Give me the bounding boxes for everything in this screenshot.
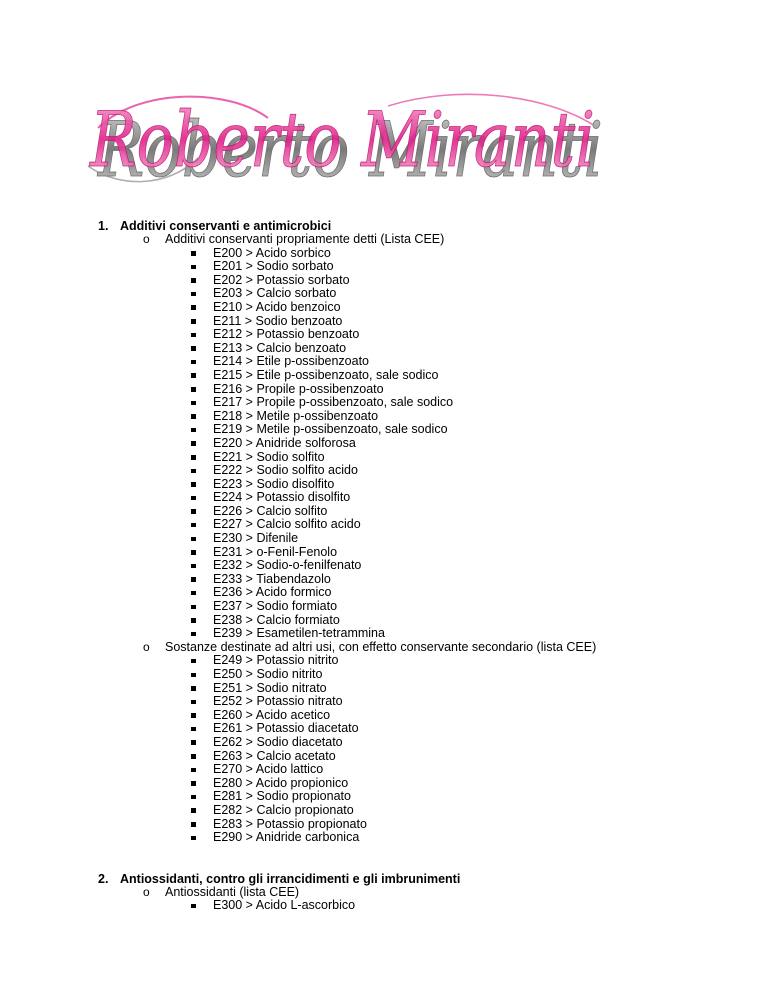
square-bullet-icon bbox=[191, 278, 196, 283]
section-spacer bbox=[0, 845, 768, 872]
additive-entry: E224 > Potassio disolfito bbox=[213, 490, 351, 505]
list-item bbox=[0, 790, 768, 804]
list-item bbox=[0, 369, 768, 383]
list-item bbox=[0, 260, 768, 274]
list-item bbox=[0, 464, 768, 478]
additive-entry: E249 > Potassio nitrito bbox=[213, 653, 339, 668]
additive-entry: E202 > Potassio sorbato bbox=[213, 272, 350, 287]
list-item bbox=[0, 328, 768, 342]
circle-bullet-icon: o bbox=[143, 884, 150, 899]
list-item bbox=[0, 736, 768, 750]
list-item bbox=[0, 600, 768, 614]
square-bullet-icon bbox=[191, 251, 196, 256]
subsection-heading bbox=[0, 641, 768, 655]
additive-entry: E220 > Anidride solforosa bbox=[213, 435, 356, 450]
additive-entry: E217 > Propile p-ossibenzoato, sale sodico bbox=[213, 395, 454, 410]
additive-entry: E237 > Sodio formiato bbox=[213, 599, 338, 614]
additive-entry: E212 > Potassio benzoato bbox=[213, 327, 360, 342]
square-bullet-icon bbox=[191, 550, 196, 555]
square-bullet-icon bbox=[191, 346, 196, 351]
square-bullet-icon bbox=[191, 754, 196, 759]
square-bullet-icon bbox=[191, 673, 196, 678]
section-number: 2. bbox=[98, 871, 109, 886]
additive-entry: E236 > Acido formico bbox=[213, 585, 332, 600]
square-bullet-icon bbox=[191, 577, 196, 582]
square-bullet-icon bbox=[191, 333, 196, 338]
additive-entry: E231 > o-Fenil-Fenolo bbox=[213, 544, 338, 559]
additive-entry: E262 > Sodio diacetato bbox=[213, 734, 343, 749]
subsection-title: Additivi conservanti propriamente detti (Lista CEE) bbox=[165, 232, 445, 246]
square-bullet-icon bbox=[191, 727, 196, 732]
square-bullet-icon bbox=[191, 292, 196, 297]
subsection-heading bbox=[0, 233, 768, 247]
section-number: 1. bbox=[98, 219, 109, 233]
additive-entry: E263 > Calcio acetato bbox=[213, 748, 336, 763]
additive-entry: E300 > Acido L-ascorbico bbox=[213, 898, 356, 913]
list-item bbox=[0, 777, 768, 791]
additive-entry: E280 > Acido propionico bbox=[213, 775, 349, 790]
list-item bbox=[0, 586, 768, 600]
additive-entry: E200 > Acido sorbico bbox=[213, 245, 331, 260]
logo-graphic bbox=[78, 88, 618, 198]
circle-bullet-icon: o bbox=[143, 639, 150, 654]
list-item bbox=[0, 491, 768, 505]
list-item bbox=[0, 763, 768, 777]
square-bullet-icon bbox=[191, 700, 196, 705]
additive-entry: E290 > Anidride carbonica bbox=[213, 830, 360, 845]
square-bullet-icon bbox=[191, 686, 196, 691]
list-item bbox=[0, 695, 768, 709]
square-bullet-icon bbox=[191, 904, 196, 909]
additive-list bbox=[0, 899, 768, 913]
additive-entry: E230 > Difenile bbox=[213, 531, 299, 546]
square-bullet-icon bbox=[191, 441, 196, 446]
square-bullet-icon bbox=[191, 428, 196, 433]
additive-entry: E252 > Potassio nitrato bbox=[213, 694, 343, 709]
square-bullet-icon bbox=[191, 319, 196, 324]
list-item bbox=[0, 451, 768, 465]
square-bullet-icon bbox=[191, 740, 196, 745]
square-bullet-icon bbox=[191, 401, 196, 406]
square-bullet-icon bbox=[191, 795, 196, 800]
square-bullet-icon bbox=[191, 808, 196, 813]
section-2 bbox=[0, 872, 768, 913]
additive-entry: E213 > Calcio benzoato bbox=[213, 340, 347, 355]
list-item bbox=[0, 518, 768, 532]
list-item bbox=[0, 559, 768, 573]
list-item bbox=[0, 247, 768, 261]
list-item bbox=[0, 437, 768, 451]
logo-shadow-text: Roberto Miranti bbox=[96, 105, 603, 194]
circle-bullet-icon: o bbox=[143, 232, 150, 246]
additive-entry: E221 > Sodio solfito bbox=[213, 449, 325, 464]
list-item bbox=[0, 573, 768, 587]
square-bullet-icon bbox=[191, 781, 196, 786]
additive-entry: E223 > Sodio disolfito bbox=[213, 476, 335, 491]
square-bullet-icon bbox=[191, 414, 196, 419]
additive-entry: E239 > Esametilen-tetrammina bbox=[213, 626, 385, 641]
square-bullet-icon bbox=[191, 768, 196, 773]
square-bullet-icon bbox=[191, 618, 196, 623]
additive-list bbox=[0, 247, 768, 641]
list-item bbox=[0, 478, 768, 492]
additive-entry: E214 > Etile p-ossibenzoato bbox=[213, 354, 370, 369]
additive-entry: E251 > Sodio nitrato bbox=[213, 680, 327, 695]
additive-entry: E201 > Sodio sorbato bbox=[213, 259, 334, 274]
square-bullet-icon bbox=[191, 305, 196, 310]
list-item bbox=[0, 532, 768, 546]
list-item bbox=[0, 818, 768, 832]
list-item bbox=[0, 505, 768, 519]
list-item bbox=[0, 899, 768, 913]
subsection-title: Sostanze destinate ad altri usi, con effetto conservante secondario (lista CEE) bbox=[165, 639, 597, 654]
subsection-2-1 bbox=[0, 886, 768, 913]
square-bullet-icon bbox=[191, 591, 196, 596]
subsection-1-1 bbox=[0, 233, 768, 641]
list-item bbox=[0, 423, 768, 437]
subsection-title: Antiossidanti (lista CEE) bbox=[165, 884, 300, 899]
subsection-heading bbox=[0, 886, 768, 900]
square-bullet-icon bbox=[191, 373, 196, 378]
square-bullet-icon bbox=[191, 605, 196, 610]
additive-entry: E283 > Potassio propionato bbox=[213, 816, 367, 831]
square-bullet-icon bbox=[191, 387, 196, 392]
square-bullet-icon bbox=[191, 564, 196, 569]
square-bullet-icon bbox=[191, 455, 196, 460]
list-item bbox=[0, 396, 768, 410]
additive-entry: E232 > Sodio-o-fenilfenato bbox=[213, 558, 362, 573]
section-title: Antiossidanti, contro gli irrancidimenti e gli imbrunimenti bbox=[120, 871, 461, 886]
subsection-1-2 bbox=[0, 641, 768, 845]
list-item bbox=[0, 546, 768, 560]
list-item bbox=[0, 342, 768, 356]
square-bullet-icon bbox=[191, 537, 196, 542]
list-item bbox=[0, 750, 768, 764]
additive-entry: E215 > Etile p-ossibenzoato, sale sodico bbox=[213, 367, 439, 382]
list-item bbox=[0, 315, 768, 329]
list-item bbox=[0, 301, 768, 315]
additive-entry: E250 > Sodio nitrito bbox=[213, 667, 323, 681]
additive-entry: E222 > Sodio solfito acido bbox=[213, 463, 358, 478]
square-bullet-icon bbox=[191, 523, 196, 528]
square-bullet-icon bbox=[191, 713, 196, 718]
list-item bbox=[0, 383, 768, 397]
list-item bbox=[0, 355, 768, 369]
additive-entry: E238 > Calcio formiato bbox=[213, 612, 340, 627]
additive-entry: E261 > Potassio diacetato bbox=[213, 721, 359, 736]
list-item bbox=[0, 287, 768, 301]
list-item bbox=[0, 614, 768, 628]
list-item bbox=[0, 410, 768, 424]
square-bullet-icon bbox=[191, 496, 196, 501]
section-2-heading bbox=[0, 872, 768, 886]
section-1-heading bbox=[0, 219, 768, 233]
additive-entry: E219 > Metile p-ossibenzoato, sale sodico bbox=[213, 422, 448, 437]
square-bullet-icon bbox=[191, 659, 196, 664]
square-bullet-icon bbox=[191, 469, 196, 474]
list-item bbox=[0, 627, 768, 641]
logo-main-text: Roberto Miranti bbox=[88, 95, 595, 184]
additive-entry: E211 > Sodio benzoato bbox=[213, 313, 343, 328]
section-1 bbox=[0, 219, 768, 845]
list-item bbox=[0, 722, 768, 736]
square-bullet-icon bbox=[191, 265, 196, 270]
additive-list bbox=[0, 654, 768, 844]
list-item bbox=[0, 654, 768, 668]
additive-entry: E281 > Sodio propionato bbox=[213, 789, 351, 804]
list-item bbox=[0, 274, 768, 288]
square-bullet-icon bbox=[191, 360, 196, 365]
square-bullet-icon bbox=[191, 482, 196, 487]
square-bullet-icon bbox=[191, 822, 196, 827]
additive-entry: E226 > Calcio solfito bbox=[213, 503, 328, 518]
list-item bbox=[0, 682, 768, 696]
additive-entry: E203 > Calcio sorbato bbox=[213, 286, 337, 301]
section-title: Additivi conservanti e antimicrobici bbox=[120, 219, 332, 233]
list-item bbox=[0, 668, 768, 682]
additive-entry: E260 > Acido acetico bbox=[213, 707, 331, 722]
additive-entry: E233 > Tiabendazolo bbox=[213, 571, 331, 586]
additive-entry: E210 > Acido benzoico bbox=[213, 299, 341, 314]
additive-entry: E270 > Acido lattico bbox=[213, 762, 324, 777]
additive-entry: E282 > Calcio propionato bbox=[213, 802, 354, 817]
square-bullet-icon bbox=[191, 509, 196, 514]
list-item bbox=[0, 831, 768, 845]
list-item bbox=[0, 804, 768, 818]
list-item bbox=[0, 709, 768, 723]
square-bullet-icon bbox=[191, 836, 196, 841]
square-bullet-icon bbox=[191, 632, 196, 637]
logo-signature bbox=[78, 88, 618, 198]
additive-entry: E218 > Metile p-ossibenzoato bbox=[213, 408, 379, 423]
document-body bbox=[0, 219, 768, 913]
additive-entry: E216 > Propile p-ossibenzoato bbox=[213, 381, 384, 396]
additive-entry: E227 > Calcio solfito acido bbox=[213, 517, 361, 532]
